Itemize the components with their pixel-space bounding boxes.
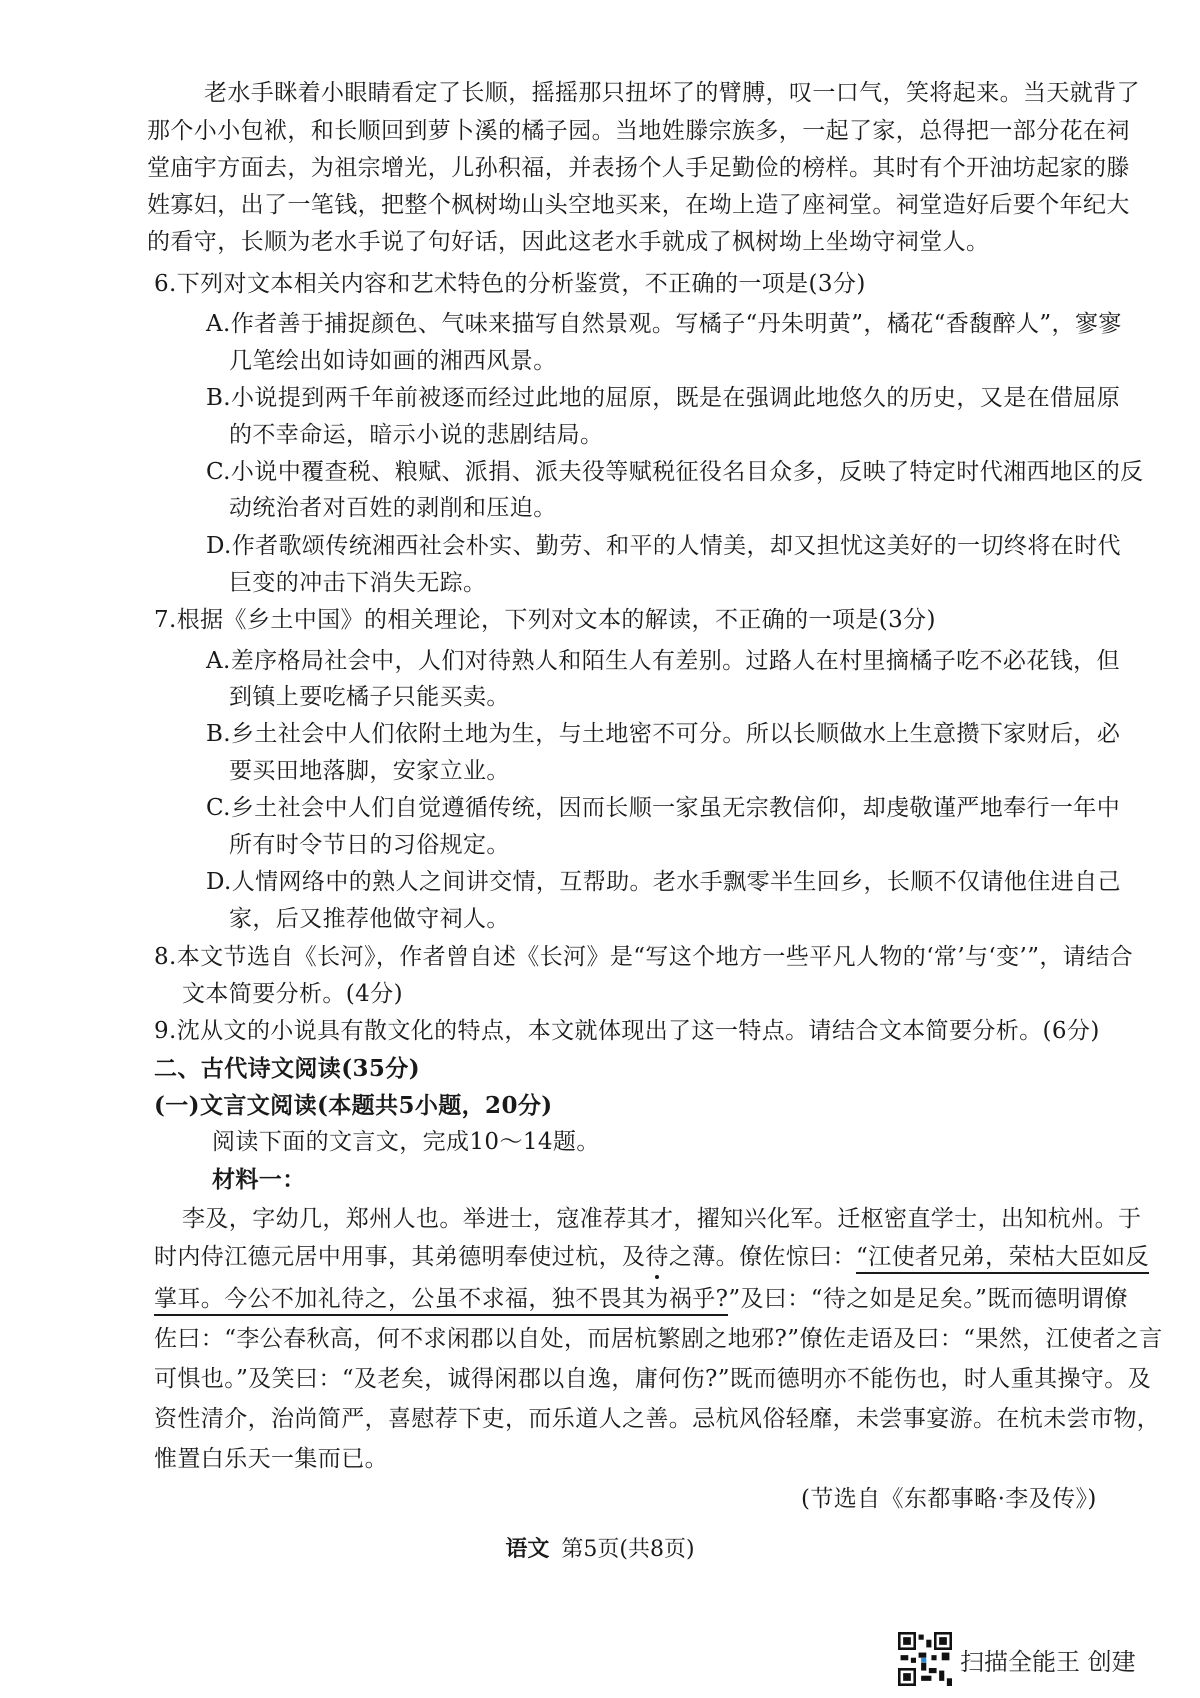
classical-text-line-7: 惟置白乐天一集而已。 bbox=[154, 1446, 388, 1472]
q6-option-b-cont: 的不幸命运，暗示小说的悲剧结局。 bbox=[229, 422, 604, 448]
q7-option-a: A.差序格局社会中，人们对待熟人和陌生人有差别。过路人在村里摘橘子吃不必花钱，但 bbox=[206, 648, 1120, 674]
q6-option-d-cont: 巨变的冲击下消失无踪。 bbox=[229, 570, 487, 596]
q7-option-b: B.乡土社会中人们依附土地为生，与土地密不可分。所以长顺做水上生意攒下家财后，必 bbox=[206, 721, 1121, 747]
question-6-stem: 6.下列对文本相关内容和艺术特色的分析鉴赏，不正确的一项是(3分) bbox=[154, 271, 866, 297]
q6-option-c-cont: 动统治者对百姓的剥削和压迫。 bbox=[229, 495, 557, 521]
q7-option-c: C.乡土社会中人们自觉遵循传统，因而长顺一家虽无宗教信仰，却虔敬谨严地奉行一年中 bbox=[206, 795, 1121, 821]
q7-option-b-cont: 要买田地落脚，安家立业。 bbox=[229, 758, 510, 784]
q6-option-a: A.作者善于捕捉颜色、气味来描写自然景观。写橘子“丹朱明黄”，橘花“香馥醉人”，寥寥 bbox=[206, 311, 1122, 337]
q6-option-c: C.小说中覆查税、粮赋、派捐、派夫役等赋税征役名目众多，反映了特定时代湘西地区的反 bbox=[206, 459, 1144, 485]
question-8-cont: 文本简要分析。(4分) bbox=[182, 981, 403, 1007]
section-2-subtitle: (一)文言文阅读(本题共5小题，20分) bbox=[154, 1092, 553, 1119]
page-footer bbox=[0, 1532, 1200, 1563]
question-9: 9.沈从文的小说具有散文化的特点，本文就体现出了这一特点。请结合文本简要分析。(6分) bbox=[154, 1018, 1100, 1044]
passage-line-4: 姓寡妇，出了一笔钱，把整个枫树坳山头空地买来，在坳上造了座祠堂。祠堂造好后要个年纪大 bbox=[147, 192, 1130, 218]
passage-line-3: 堂庙宇方面去，为祖宗增光，儿孙积福，并表扬个人手足勤俭的榜样。其时有个开油坊起家的滕 bbox=[147, 155, 1130, 181]
reading-instruction: 阅读下面的文言文，完成10～14题。 bbox=[212, 1129, 600, 1155]
underlined-sentence-cont: 掌耳。今公不加礼待之，公虽不求福，独不畏其为祸乎? bbox=[154, 1286, 728, 1316]
classical-text-segment: 时内侍江德元居中用事，其弟德明奉使过杭，及 bbox=[154, 1244, 646, 1270]
passage-line-1: 老水手眯着小眼睛看定了长顺，摇摇那只扭坏了的臂膊，叹一口气，笑将起来。当天就背了 bbox=[204, 80, 1140, 106]
q7-option-d: D.人情网络中的熟人之间讲交情，互帮助。老水手飘零半生回乡，长顺不仅请他住进自己 bbox=[206, 869, 1121, 895]
classical-text-line-5: 可惧也。”及笑曰：“及老矣，诚得闲郡以自逸，庸何伤?”既而德明亦不能伤也，时人重其操守。及 bbox=[154, 1366, 1152, 1392]
q6-option-b: B.小说提到两千年前被逐而经过此地的屈原，既是在强调此地悠久的历史，又是在借屈原 bbox=[206, 385, 1121, 411]
passage-line-5: 的看守，长顺为老水手说了句好话，因此这老水手就成了枫树坳上坐坳守祠堂人。 bbox=[147, 229, 990, 255]
classical-text-line-3 bbox=[154, 1288, 1128, 1311]
classical-text-line-4: 佐曰：“李公春秋高，何不求闲郡以自处，而居杭繁剧之地邪?”僚佐走语及曰：“果然，江使者之言 bbox=[154, 1326, 1163, 1352]
qr-code-icon bbox=[898, 1632, 952, 1686]
source-citation: (节选自《东都事略·李及传》) bbox=[801, 1486, 1097, 1512]
scanner-watermark bbox=[898, 1631, 1136, 1687]
section-2-title: 二、古代诗文阅读(35分) bbox=[154, 1055, 420, 1082]
q7-option-d-cont: 家，后又推荐他做守祠人。 bbox=[229, 906, 510, 932]
passage-line-2: 那个小小包袱，和长顺回到萝卜溪的橘子园。当地姓滕宗族多，一起了家，总得把一部分花在祠 bbox=[147, 118, 1130, 144]
underlined-sentence: “江使者兄弟，荣枯大臣如反 bbox=[856, 1244, 1149, 1274]
q7-option-a-cont: 到镇上要吃橘子只能买卖。 bbox=[229, 684, 510, 710]
classical-text-segment: ”及曰：“待之如是足矣。”既而德明谓僚 bbox=[728, 1286, 1128, 1312]
q6-option-a-cont: 几笔绘出如诗如画的湘西风景。 bbox=[229, 348, 557, 374]
q6-option-d: D.作者歌颂传统湘西社会朴实、勤劳、和平的人情美，却又担忧这美好的一切终将在时代 bbox=[206, 533, 1121, 559]
classical-text-line-6: 资性清介，治尚简严，喜慰荐下吏，而乐道人之善。忌杭风俗轻靡，未尝事宴游。在杭未尝市物， bbox=[154, 1406, 1161, 1432]
classical-text-line-1: 李及，字幼几，郑州人也。举进士，寇准荐其才，擢知兴化军。迁枢密直学士，出知杭州。于 bbox=[182, 1206, 1142, 1232]
question-8: 8.本文节选自《长河》，作者曾自述《长河》是“写这个地方一些平凡人物的‘常’与‘变’”，请结合 bbox=[154, 944, 1134, 970]
footer-subject: 语文 bbox=[505, 1536, 550, 1562]
emphasis-dot-char: 待 bbox=[645, 1244, 669, 1270]
q7-option-c-cont: 所有时令节日的习俗规定。 bbox=[229, 832, 510, 858]
watermark-text: 扫描全能王 创建 bbox=[960, 1647, 1136, 1676]
question-7-stem: 7.根据《乡土中国》的相关理论，下列对文本的解读，不正确的一项是(3分) bbox=[154, 607, 936, 633]
footer-page-number: 第5页(共8页) bbox=[561, 1537, 695, 1562]
classical-text-line-2 bbox=[154, 1246, 1149, 1269]
classical-text-segment: 之薄。僚佐惊曰： bbox=[668, 1244, 857, 1270]
material-label: 材料一： bbox=[212, 1166, 306, 1193]
